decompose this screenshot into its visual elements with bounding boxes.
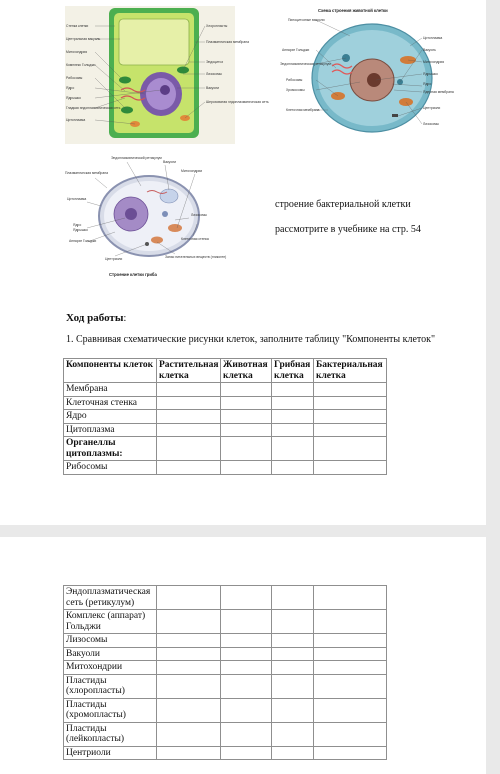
table-cell[interactable]	[157, 746, 221, 760]
animal-label: Ядро	[423, 82, 432, 86]
row-label: Ядро	[64, 410, 157, 424]
plant-label: Цитоплазма	[66, 118, 86, 122]
row-label: Центриоли	[64, 746, 157, 760]
table-cell[interactable]	[272, 698, 314, 722]
fungus-label: Ядрышко	[73, 228, 88, 232]
animal-label: Аппарат Гольджи	[282, 48, 310, 52]
row-label: Митохондрии	[64, 661, 157, 675]
bacteria-note-line-1: строение бактериальной клетки	[275, 199, 411, 210]
fungus-label: Клеточная стенка	[181, 237, 209, 241]
table-cell[interactable]	[221, 661, 272, 675]
fungus-label: Плазматическая мембрана	[65, 171, 108, 175]
table-cell[interactable]	[157, 647, 221, 661]
plant-label: Гладкая эндоплазматическая сеть	[66, 106, 121, 110]
row-label: Пластиды (хлоропласты)	[64, 674, 157, 698]
table-cell[interactable]	[221, 647, 272, 661]
plant-label: Вакуоли	[206, 86, 220, 90]
table-cell[interactable]	[314, 461, 387, 475]
plant-label: Эндоцитоз	[206, 60, 223, 64]
animal-label: Эндоплазматическая ретикулум	[280, 62, 331, 66]
fungus-label: Аппарат Гольджи	[69, 239, 97, 243]
table-cell[interactable]	[314, 437, 387, 461]
table-cell[interactable]	[221, 746, 272, 760]
table-row	[64, 746, 387, 760]
table-cell[interactable]	[314, 698, 387, 722]
table-cell[interactable]	[272, 674, 314, 698]
animal-label: Рибосомы	[286, 78, 303, 82]
table-cell[interactable]	[314, 722, 387, 746]
table-row	[64, 461, 387, 475]
table-cell[interactable]	[157, 410, 221, 424]
table-row	[64, 698, 387, 722]
table-cell[interactable]	[221, 383, 272, 397]
row-label: Пластиды (лейкопласты)	[64, 722, 157, 746]
header-plant-cell: Растительная клетка	[157, 359, 221, 383]
row-label: Пластиды (хромопласты)	[64, 698, 157, 722]
table-cell[interactable]	[272, 410, 314, 424]
animal-label: Вакуоль	[423, 48, 436, 52]
table-cell[interactable]	[221, 396, 272, 410]
table-cell[interactable]	[157, 610, 221, 634]
animal-label: Ядерная мембрана	[423, 90, 454, 94]
table-row	[64, 610, 387, 634]
table-cell[interactable]	[221, 634, 272, 648]
table-cell[interactable]	[272, 746, 314, 760]
animal-label: Пиноцитозные вакуоли	[288, 18, 325, 22]
row-label: Вакуоли	[64, 647, 157, 661]
animal-label: Центриоли	[423, 106, 441, 110]
fungus-label: Центриоли	[105, 257, 123, 261]
fungus-figure-caption: Строение клетки гриба	[109, 272, 157, 277]
table-row	[64, 396, 387, 410]
table-cell[interactable]	[314, 410, 387, 424]
animal-label: Митохондрия	[423, 60, 445, 64]
table-cell[interactable]	[272, 423, 314, 437]
fungus-label: Митохондрии	[181, 169, 203, 173]
table-cell[interactable]	[157, 423, 221, 437]
plant-label: Лизосомы	[206, 72, 222, 76]
table-row	[64, 647, 387, 661]
table-cell[interactable]	[314, 647, 387, 661]
row-label: Эндоплазматическая сеть (ретикулум)	[64, 586, 157, 610]
work-heading-text: Ход работы	[66, 312, 124, 324]
work-heading	[66, 312, 126, 324]
plant-label: Хлоропласты	[206, 24, 228, 28]
plant-label: Шероховатая эндоплазматическая сеть	[206, 100, 269, 104]
plant-label: Ядро	[66, 86, 75, 90]
header-fungus-cell: Грибная клетка	[272, 359, 314, 383]
plant-label: Центральная вакуоль	[66, 37, 101, 41]
table-cell[interactable]	[157, 634, 221, 648]
fungus-label: Цитоплазма	[67, 197, 87, 201]
table-cell[interactable]	[221, 461, 272, 475]
plant-label: Комплекс Гольджи	[66, 63, 96, 67]
table-cell[interactable]	[221, 410, 272, 424]
row-label: Комплекс (аппарат) Гольджи	[64, 610, 157, 634]
table-cell[interactable]	[272, 661, 314, 675]
fungus-label: Лизосомы	[191, 213, 207, 217]
plant-label: Плазматическая мембрана	[206, 40, 249, 44]
table-cell[interactable]	[314, 661, 387, 675]
table-cell[interactable]	[314, 383, 387, 397]
table-cell[interactable]	[272, 647, 314, 661]
table-cell[interactable]	[157, 383, 221, 397]
table-cell[interactable]	[221, 610, 272, 634]
row-label: Цитоплазма	[64, 423, 157, 437]
table-cell[interactable]	[272, 586, 314, 610]
animal-label: Ядрышко	[423, 72, 438, 76]
table-cell[interactable]	[272, 634, 314, 648]
table-cell[interactable]	[221, 437, 272, 461]
table-header-row	[64, 359, 387, 383]
work-heading-colon: :	[123, 313, 127, 324]
cell-components-table-part2	[63, 585, 387, 760]
fungus-label: Эндоплазматический ретикулум	[111, 156, 162, 160]
table-cell[interactable]	[272, 437, 314, 461]
fungus-label: Запас питательных веществ (гликоген)	[165, 255, 227, 259]
header-components: Компоненты клеток	[64, 359, 157, 383]
table-cell[interactable]	[314, 423, 387, 437]
task-text: 1. Сравнивая схематические рисунки клеток, заполните таблицу "Компоненты клеток"	[66, 334, 436, 345]
table-row	[64, 674, 387, 698]
animal-cell-figure	[280, 6, 456, 138]
table-cell[interactable]	[272, 610, 314, 634]
table-row	[64, 423, 387, 437]
row-label-organelles: Органеллы цитоплазмы:	[64, 437, 157, 461]
table-row	[64, 634, 387, 648]
bacteria-note-line-2: рассмотрите в учебнике на стр. 54	[275, 224, 421, 235]
document-page-2	[0, 537, 486, 774]
table-cell[interactable]	[314, 396, 387, 410]
plant-label: Ядрышко	[66, 96, 81, 100]
table-cell[interactable]	[157, 437, 221, 461]
animal-label: Лизосомы	[423, 122, 439, 126]
table-cell[interactable]	[272, 722, 314, 746]
table-cell[interactable]	[314, 674, 387, 698]
fungus-cell-figure	[65, 152, 225, 280]
table-cell[interactable]	[314, 746, 387, 760]
table-cell[interactable]	[272, 383, 314, 397]
plant-label: Митохондрия	[66, 50, 88, 54]
table-cell[interactable]	[221, 698, 272, 722]
table-row	[64, 437, 387, 461]
fungus-label: Вакуоли	[163, 160, 177, 164]
row-label: Рибосомы	[64, 461, 157, 475]
table-cell[interactable]	[221, 722, 272, 746]
table-cell[interactable]	[314, 634, 387, 648]
plant-label: Стенка клетки	[66, 24, 89, 28]
table-row	[64, 586, 387, 610]
header-animal-cell: Животная клетка	[221, 359, 272, 383]
table-row	[64, 410, 387, 424]
row-label: Лизосомы	[64, 634, 157, 648]
fungus-label: Ядро	[73, 223, 82, 227]
table-cell[interactable]	[157, 722, 221, 746]
table-cell[interactable]	[314, 586, 387, 610]
table-row	[64, 722, 387, 746]
table-cell[interactable]	[272, 396, 314, 410]
table-cell[interactable]	[157, 698, 221, 722]
animal-label: Цитоплазма	[423, 36, 443, 40]
row-label: Клеточная стенка	[64, 396, 157, 410]
table-cell[interactable]	[157, 396, 221, 410]
animal-label: Клеточная мембрана	[286, 108, 320, 112]
animal-label: Хромосомы	[286, 88, 305, 92]
table-cell[interactable]	[221, 586, 272, 610]
header-bacterial-cell: Бактериальная клетка	[314, 359, 387, 383]
row-label: Мембрана	[64, 383, 157, 397]
table-cell[interactable]	[157, 661, 221, 675]
cell-components-table-part1	[63, 358, 387, 475]
table-cell[interactable]	[221, 674, 272, 698]
table-row	[64, 383, 387, 397]
plant-cell-figure	[65, 6, 269, 144]
table-cell[interactable]	[221, 423, 272, 437]
table-row	[64, 661, 387, 675]
animal-figure-title: Схема строения животной клетки	[318, 8, 388, 13]
table-cell[interactable]	[157, 674, 221, 698]
table-cell[interactable]	[272, 461, 314, 475]
plant-label: Рибосомы	[66, 76, 83, 80]
table-cell[interactable]	[157, 461, 221, 475]
table-cell[interactable]	[314, 610, 387, 634]
table-cell[interactable]	[157, 586, 221, 610]
